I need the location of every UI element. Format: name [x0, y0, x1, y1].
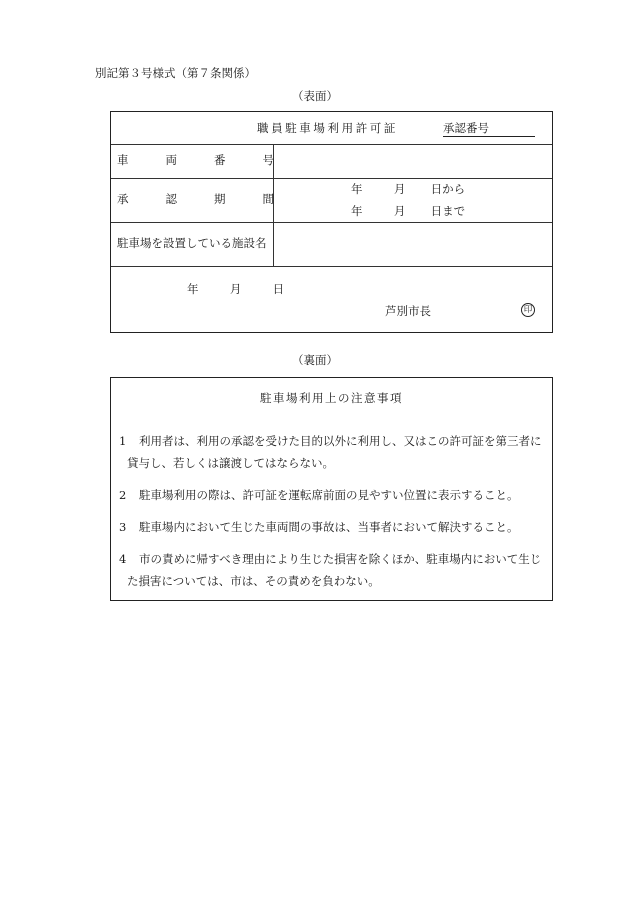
- note-item-3: [119, 516, 547, 538]
- note-text-continued: た損害については、市は、その責めを負わない。: [127, 574, 380, 588]
- note-number: 3: [119, 520, 127, 534]
- seal-icon: 印: [521, 303, 535, 317]
- note-number: 2: [119, 488, 127, 502]
- approval-period-label: 承認期間: [117, 192, 311, 206]
- period-to-year: 年: [351, 204, 363, 218]
- approval-number-label: 承認番号: [443, 123, 535, 137]
- period-to-day: 日まで: [430, 204, 466, 218]
- issue-date: [187, 284, 284, 296]
- note-text: 利用者は、利用の承認を受けた目的以外に利用し、又はこの許可証を第三者に: [139, 434, 542, 448]
- issuer-name: 芦別市長: [385, 304, 431, 318]
- note-item-4: [119, 548, 547, 592]
- note-text: 市の責めに帰すべき理由により生じた損害を除くほか、駐車場内において生じ: [139, 552, 542, 566]
- row-divider: [111, 266, 552, 267]
- note-item-1: [119, 430, 547, 474]
- period-to-month: 月: [393, 204, 406, 218]
- note-number: 1: [119, 434, 127, 448]
- period-from: [351, 184, 465, 196]
- period-to: [351, 206, 465, 218]
- approval-number-field: [443, 123, 535, 137]
- period-from-day: 日から: [430, 182, 466, 196]
- permit-title: 職員駐車場利用許可証: [257, 121, 398, 135]
- front-permit-form: [110, 111, 553, 333]
- issue-year: 年: [187, 282, 199, 296]
- note-item-2: [119, 484, 547, 506]
- front-caption: （表面）: [292, 89, 338, 103]
- issue-day: 日: [272, 282, 285, 296]
- period-from-month: 月: [393, 182, 406, 196]
- vehicle-number-value[interactable]: [277, 148, 547, 174]
- note-text: 駐車場利用の際は、許可証を運転席前面の見やすい位置に表示すること。: [139, 488, 519, 502]
- facility-name-label: 駐車場を設置している施設名: [117, 236, 267, 250]
- row-divider: [111, 144, 552, 145]
- note-number: 4: [119, 552, 127, 566]
- facility-name-value[interactable]: [277, 226, 547, 262]
- period-from-year: 年: [351, 182, 363, 196]
- row-divider: [111, 178, 552, 179]
- note-text-continued: 貸与し、若しくは譲渡してはならない。: [127, 456, 334, 470]
- note-text: 駐車場内において生じた車両間の事故は、当事者において解決すること。: [139, 520, 519, 534]
- row-divider: [111, 222, 552, 223]
- back-caption: （裏面）: [292, 353, 338, 367]
- back-notes-box: [110, 377, 553, 601]
- vehicle-number-label: 車両番号: [117, 153, 311, 167]
- issue-month: 月: [229, 282, 242, 296]
- form-label: 別記第３号様式（第７条関係）: [95, 66, 256, 80]
- notes-title: 駐車場利用上の注意事項: [260, 391, 403, 405]
